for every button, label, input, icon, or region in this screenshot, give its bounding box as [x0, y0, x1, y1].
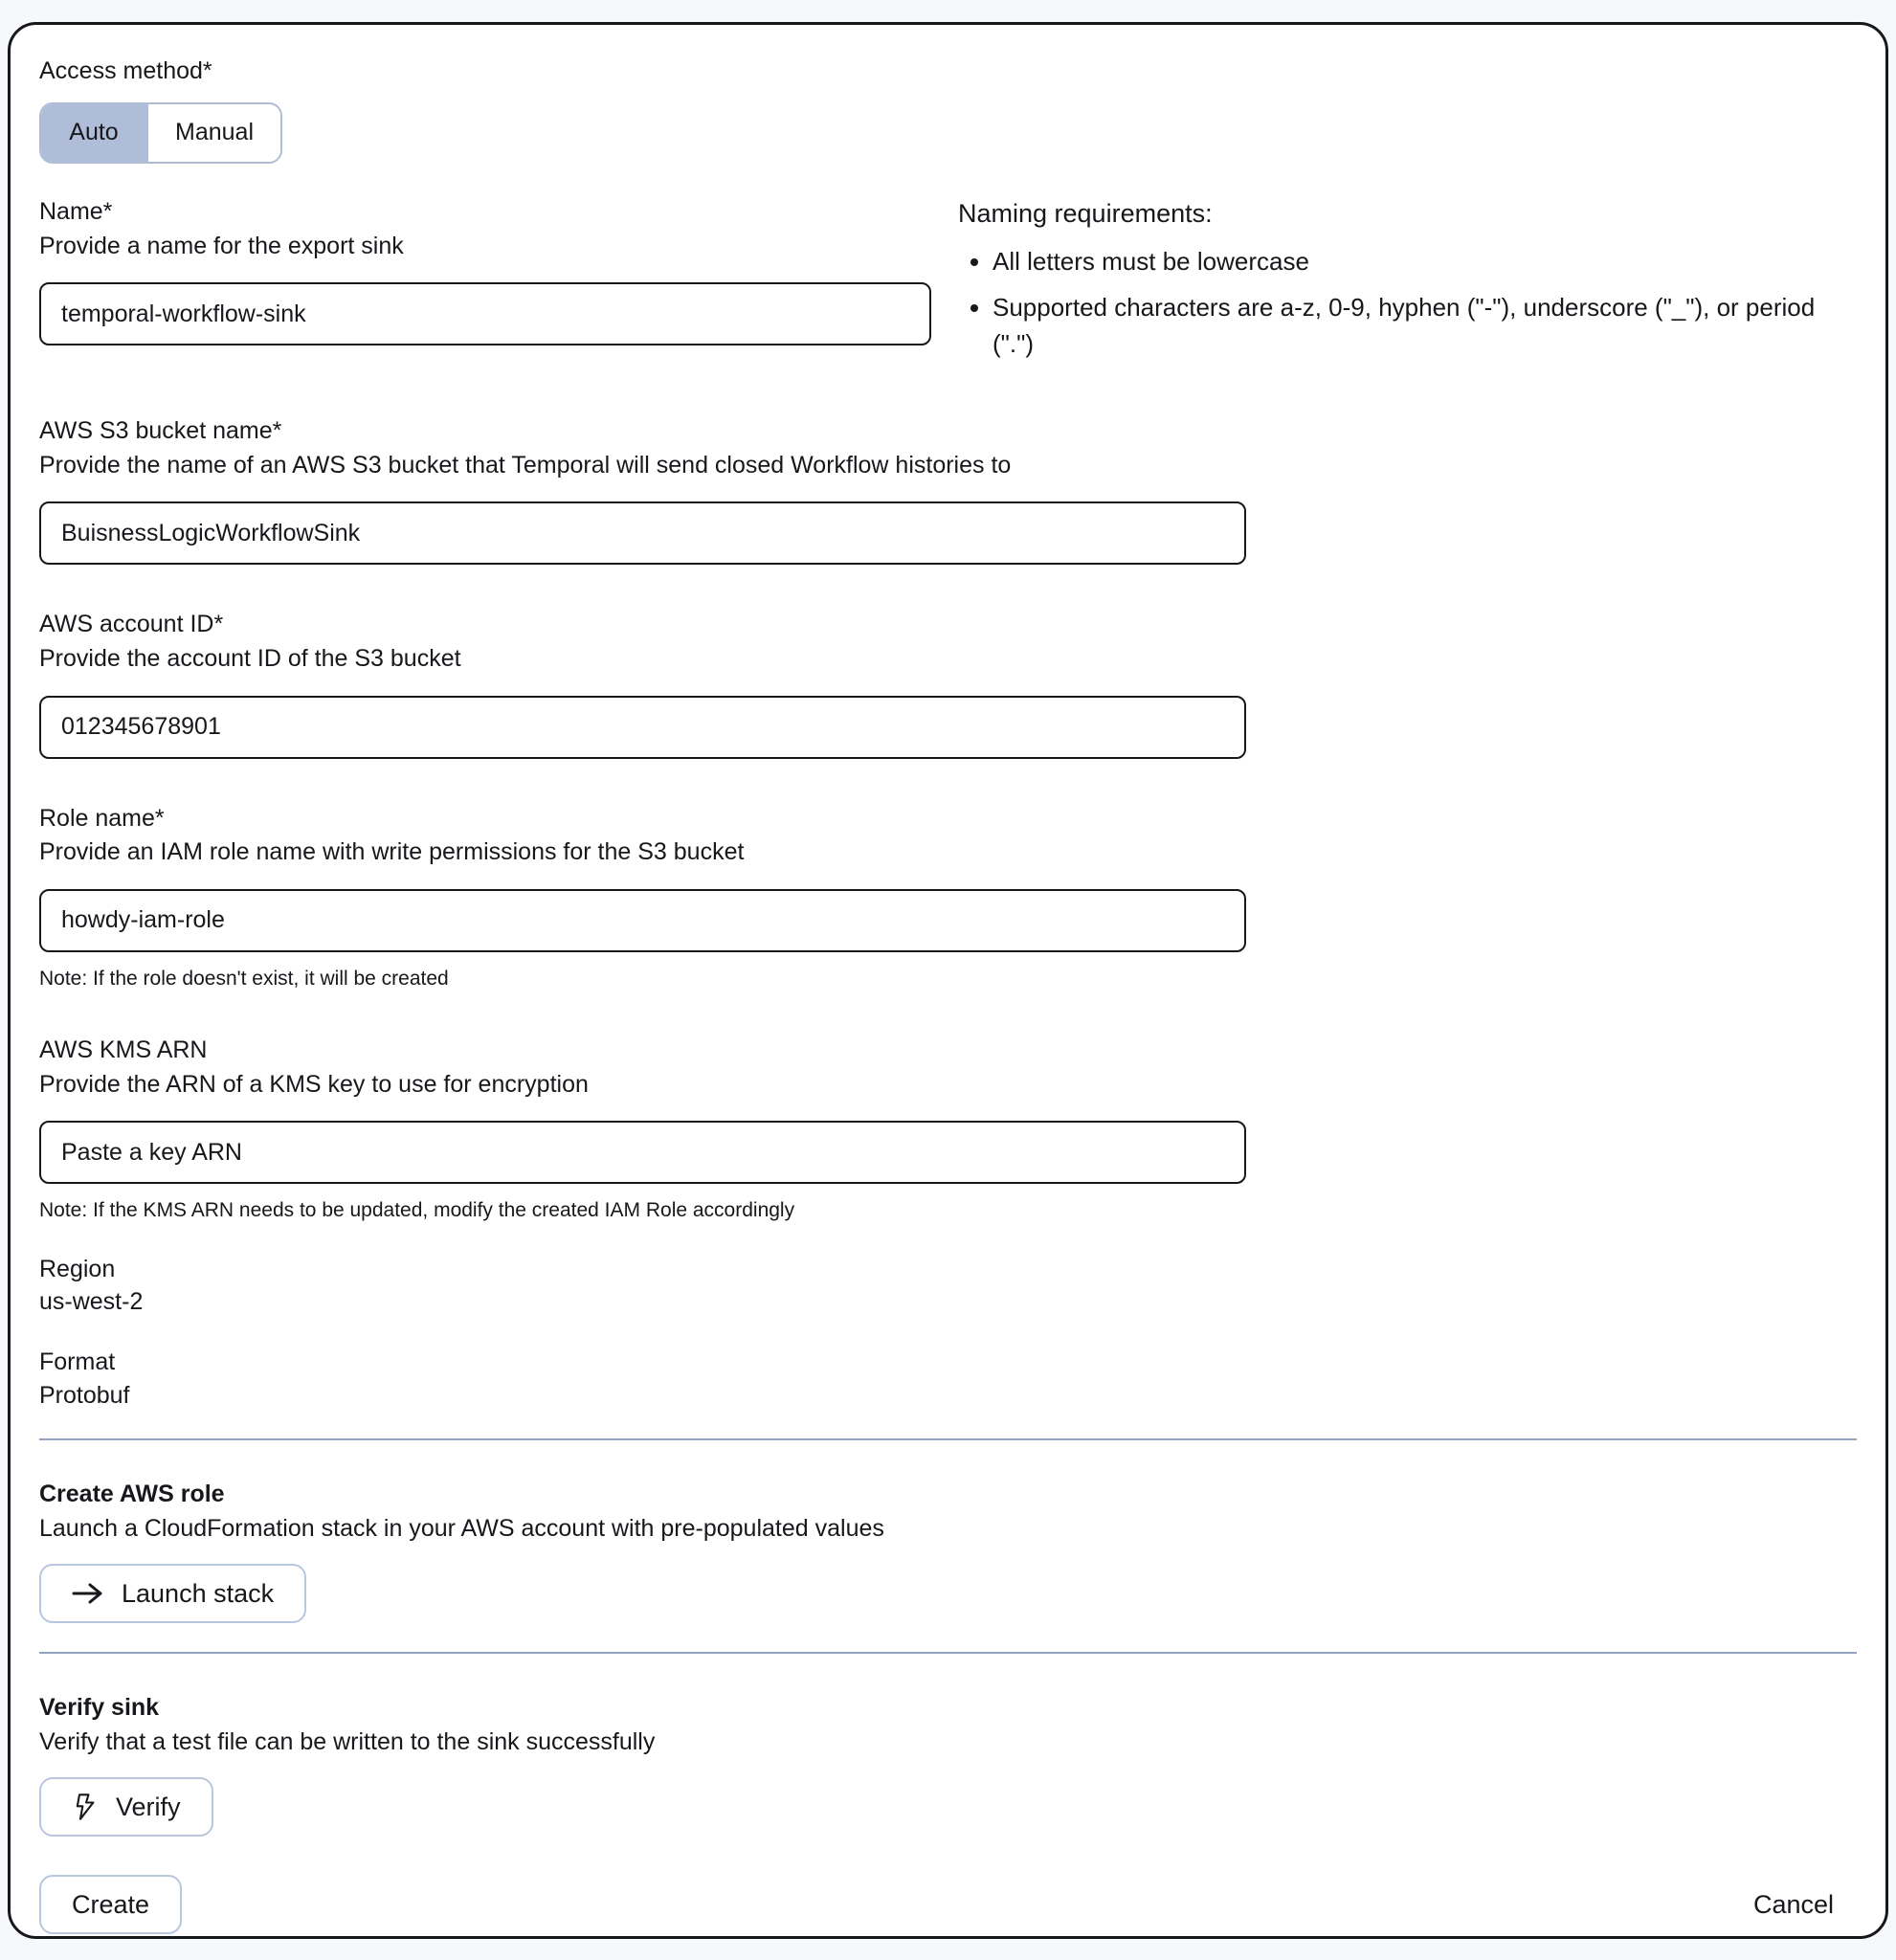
region-block	[39, 1256, 1857, 1317]
access-method-option-auto[interactable]: Auto	[41, 104, 146, 162]
account-id-label: AWS account ID*	[39, 611, 224, 638]
naming-requirements-list	[958, 244, 1857, 362]
verify-sink-description: Verify that a test file can be written to the sink successfully	[39, 1728, 656, 1756]
s3-bucket-label: AWS S3 bucket name*	[39, 417, 282, 445]
kms-arn-description: Provide the ARN of a KMS key to use for encryption	[39, 1070, 589, 1098]
region-label: Region	[39, 1255, 116, 1282]
name-label: Name*	[39, 197, 113, 225]
s3-bucket-input[interactable]	[39, 501, 1246, 565]
name-field-group	[39, 198, 931, 345]
s3-bucket-field-group	[39, 417, 1857, 565]
role-name-label: Role name*	[39, 804, 165, 832]
verify-button[interactable]	[39, 1777, 213, 1837]
export-sink-form-card	[8, 22, 1888, 1939]
section-divider	[39, 1652, 1857, 1654]
section-divider	[39, 1438, 1857, 1440]
format-value: Protobuf	[39, 1382, 130, 1410]
form-footer	[39, 1875, 1857, 1934]
access-method-toggle	[39, 102, 282, 164]
create-role-description: Launch a CloudFormation stack in your AWS account with pre-populated values	[39, 1515, 884, 1543]
format-label: Format	[39, 1348, 116, 1376]
kms-arn-note: Note: If the KMS ARN needs to be updated, modify the created IAM Role accordingly	[39, 1199, 795, 1222]
format-block	[39, 1348, 1857, 1410]
launch-stack-button[interactable]	[39, 1564, 306, 1623]
cancel-button[interactable]: Cancel	[1752, 1889, 1834, 1919]
access-method-option-manual[interactable]: Manual	[146, 104, 280, 162]
s3-bucket-description: Provide the name of an AWS S3 bucket that Temporal will send closed Workflow histories to	[39, 451, 1012, 479]
verify-sink-title: Verify sink	[39, 1694, 160, 1722]
role-name-note: Note: If the role doesn't exist, it will be created	[39, 967, 449, 990]
role-name-field-group	[39, 805, 1857, 991]
lightning-icon	[72, 1793, 99, 1821]
create-role-title: Create AWS role	[39, 1481, 225, 1508]
launch-stack-button-label: Launch stack	[122, 1578, 275, 1608]
role-name-input[interactable]	[39, 889, 1246, 952]
name-description: Provide a name for the export sink	[39, 232, 404, 259]
kms-arn-label: AWS KMS ARN	[39, 1036, 208, 1064]
arrow-right-icon	[72, 1581, 104, 1606]
naming-requirements-title: Naming requirements:	[958, 198, 1213, 228]
account-id-field-group	[39, 611, 1857, 758]
kms-arn-field-group	[39, 1036, 1857, 1222]
kms-arn-input[interactable]	[39, 1121, 1246, 1184]
account-id-input[interactable]	[39, 696, 1246, 759]
naming-requirement-item: • All letters must be lowercase	[993, 244, 1857, 280]
region-value: us-west-2	[39, 1288, 144, 1316]
name-input[interactable]	[39, 282, 931, 345]
verify-button-label: Verify	[116, 1792, 181, 1821]
naming-requirement-item: • Supported characters are a-z, 0-9, hyphen ("-"), underscore ("_"), or period (".")	[993, 290, 1857, 362]
naming-requirements	[958, 198, 1857, 371]
access-method-label: Access method*	[39, 57, 212, 84]
create-button[interactable]	[39, 1875, 182, 1934]
create-button-label: Create	[72, 1889, 150, 1919]
account-id-description: Provide the account ID of the S3 bucket	[39, 645, 461, 673]
role-name-description: Provide an IAM role name with write permissions for the S3 bucket	[39, 838, 745, 866]
